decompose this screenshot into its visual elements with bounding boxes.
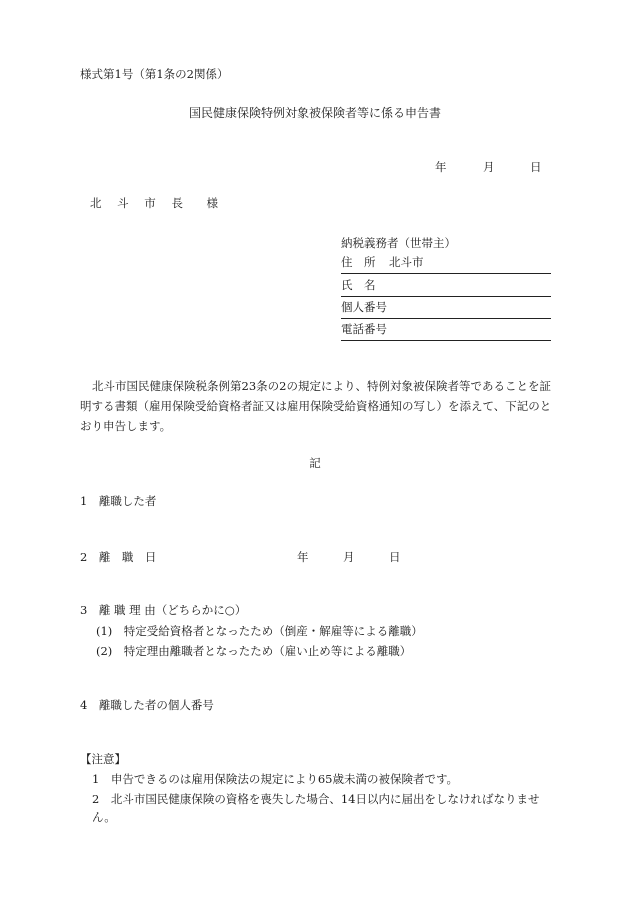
address-value: 北斗市 <box>389 255 424 269</box>
declaration-text: 北斗市国民健康保険税条例第23条の2の規定により、特例対象被保険者等であることを証明する書類（雇用保険受給資格者証又は雇用保険受給資格通知の写し）を添えて、下記のとおり申告します。 <box>80 379 552 433</box>
taxpayer-heading: 納税義務者（世帯主） <box>341 236 456 250</box>
address-label: 住 所 <box>341 255 376 269</box>
personal-number-label: 個人番号 <box>341 300 387 314</box>
document-title: 国民健康保険特例対象被保険者等に係る申告書 <box>188 106 441 120</box>
phone-label: 電話番号 <box>341 322 387 336</box>
ki-heading: 記 <box>309 456 321 470</box>
note-1: 1 申告できるのは雇用保険法の規定により65歳未満の被保険者です。 <box>92 772 459 786</box>
date-month: 月 <box>483 160 495 174</box>
address-field[interactable] <box>341 253 551 274</box>
name-field[interactable] <box>341 276 551 297</box>
item-3-reason: 3 離 職 理 由（どちらかに○） <box>80 603 247 617</box>
date-year: 年 <box>435 160 447 174</box>
item-2-retirement-date: 2 離 職 日 <box>80 550 157 564</box>
addressee: 北 斗 市 長 様 <box>90 196 224 210</box>
item-2-year: 年 <box>297 550 309 564</box>
item-3-option-2[interactable]: (2) 特定理由離職者となったため（雇い止め等による離職） <box>96 644 412 658</box>
name-label: 氏 名 <box>341 278 376 292</box>
item-4-personal-number: 4 離職した者の個人番号 <box>80 698 214 712</box>
phone-field[interactable] <box>341 320 551 341</box>
personal-number-field[interactable] <box>341 298 551 319</box>
notes-heading: 【注意】 <box>80 752 126 766</box>
item-1-retiree: 1 離職した者 <box>80 494 157 508</box>
form-number: 様式第1号（第1条の2関係） <box>80 67 229 81</box>
item-3-option-1[interactable]: (1) 特定受給資格者となったため（倒産・解雇等による離職） <box>96 624 423 638</box>
date-day: 日 <box>530 160 542 174</box>
note-2: 2 北斗市国民健康保険の資格を喪失した場合、14日以内に届出をしなければなりません。 <box>92 792 540 824</box>
item-2-day: 日 <box>389 550 401 564</box>
item-2-month: 月 <box>343 550 355 564</box>
